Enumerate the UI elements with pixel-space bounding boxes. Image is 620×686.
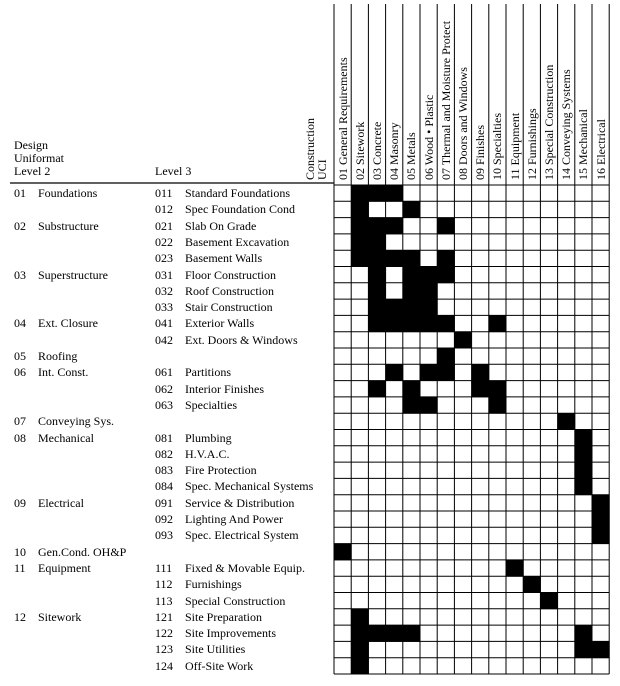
filled-cell — [386, 625, 404, 642]
filled-cell — [351, 625, 369, 642]
level3-code: 084 — [155, 479, 173, 494]
level3-code: 083 — [155, 463, 173, 478]
filled-cell — [386, 364, 404, 381]
filled-cell — [403, 267, 421, 284]
filled-cell — [437, 218, 455, 235]
level3-code: 042 — [155, 332, 173, 347]
level2-number: 08 — [14, 430, 26, 445]
level3-code: 023 — [155, 251, 173, 266]
level3-name: Furnishings — [185, 577, 242, 592]
level3-name: Floor Construction — [185, 267, 277, 282]
filled-cell — [403, 381, 421, 398]
level2-name: Superstructure — [38, 267, 108, 282]
filled-cell — [472, 381, 490, 398]
level2-name: Conveying Sys. — [38, 414, 115, 429]
filled-cell — [420, 315, 438, 332]
filled-cell — [489, 397, 507, 414]
level2-number: 05 — [14, 349, 26, 363]
filled-cell — [454, 332, 472, 349]
level3-code: 062 — [155, 381, 173, 396]
filled-cell — [368, 381, 386, 398]
filled-cell — [489, 381, 507, 398]
filled-cell — [472, 364, 490, 381]
filled-cell — [351, 250, 369, 267]
level2-number: 09 — [14, 495, 26, 510]
filled-cell — [575, 462, 593, 479]
level3-code: 092 — [155, 512, 173, 526]
level2-number: 01 — [14, 186, 26, 200]
level3-code: 063 — [155, 397, 173, 412]
level3-name: Fixed & Movable Equip. — [185, 560, 305, 575]
filled-cell — [403, 201, 421, 218]
level3-code: 033 — [155, 300, 173, 315]
csi-division-name: Concrete — [369, 121, 384, 165]
csi-division-number: 03 — [369, 168, 384, 180]
filled-cell — [437, 315, 455, 332]
csi-division-name: Electrical — [593, 119, 608, 165]
level2-name: Sitework — [38, 609, 82, 624]
level2-number: 03 — [14, 267, 26, 282]
csi-division-name: Mechanical — [576, 109, 591, 165]
filled-cell — [540, 593, 558, 610]
filled-cell — [558, 413, 576, 430]
filled-cell — [386, 218, 404, 235]
level2-name: Substructure — [38, 218, 99, 233]
level3-name: Spec. Mechanical Systems — [185, 479, 314, 494]
level3-name: Spec. Electrical System — [185, 528, 299, 543]
filled-cell — [368, 234, 386, 251]
level3-code: 111 — [155, 560, 173, 575]
csi-division-number: 15 — [576, 168, 591, 180]
design-title-line-2: Uniformat — [14, 151, 64, 165]
csi-division-number: 05 — [404, 168, 419, 180]
csi-division-name: Masonry — [387, 122, 402, 165]
csi-division-name: Metals — [404, 132, 419, 165]
level3-name: Exterior Walls — [185, 316, 255, 331]
csi-division-number: 09 — [473, 168, 488, 180]
filled-cell — [437, 250, 455, 267]
level3-name: Basement Excavation — [185, 234, 290, 249]
filled-cell — [437, 364, 455, 381]
filled-cell — [420, 267, 438, 284]
filled-cell — [368, 185, 386, 202]
level2-name: Ext. Closure — [38, 316, 98, 331]
csi-division-number: 14 — [559, 168, 574, 180]
filled-cell — [368, 267, 386, 284]
level3-name: Roof Construction — [185, 283, 274, 298]
csi-division-number: 16 — [593, 168, 608, 180]
level3-name: Ext. Doors & Windows — [185, 332, 298, 347]
level3-name: Plumbing — [185, 430, 232, 445]
filled-cell — [403, 397, 421, 414]
csi-division-number: 13 — [541, 168, 556, 180]
level2-number: 12 — [14, 609, 26, 624]
level3-code: 122 — [155, 626, 173, 641]
filled-cell — [575, 446, 593, 463]
level3-name: Standard Foundations — [185, 186, 290, 200]
filled-cell — [334, 544, 352, 561]
csi-division-name: Doors and Windows — [455, 67, 470, 165]
csi-division-number: 11 — [507, 168, 522, 180]
level3-name: Slab On Grade — [185, 218, 257, 233]
level3-code: 124 — [155, 658, 173, 673]
filled-cell — [351, 609, 369, 626]
level2-number: 07 — [14, 414, 26, 429]
filled-cell — [420, 299, 438, 316]
level2-number: 10 — [14, 544, 26, 559]
filled-cell — [420, 364, 438, 381]
level3-name: Specialties — [185, 397, 237, 412]
level3-name: Special Construction — [185, 593, 286, 608]
filled-cell — [368, 218, 386, 235]
level3-name: Partitions — [185, 365, 232, 380]
filled-cell — [351, 658, 369, 675]
level3-code: 082 — [155, 446, 173, 461]
csi-division-name: Thermal and Moisture Protect — [438, 20, 453, 166]
filled-cell — [437, 348, 455, 365]
csi-division-name: Conveying Systems — [559, 69, 574, 165]
filled-cell — [403, 299, 421, 316]
filled-cell — [506, 560, 524, 577]
level3-name: Interior Finishes — [185, 381, 264, 396]
level3-name: Service & Distribution — [185, 495, 295, 510]
csi-division-name: Special Construction — [541, 64, 556, 165]
level2-name: Electrical — [38, 495, 84, 510]
level3-name: Stair Construction — [185, 300, 273, 315]
level3-code: 032 — [155, 283, 173, 298]
level2-name: Equipment — [38, 560, 91, 575]
filled-cell — [386, 315, 404, 332]
level3-code: 031 — [155, 267, 173, 282]
level3-name: Site Utilities — [185, 642, 246, 657]
filled-cell — [592, 495, 610, 512]
filled-cell — [575, 430, 593, 447]
level3-code: 011 — [155, 186, 173, 200]
csi-division-name: General Requirements — [335, 57, 350, 165]
filled-cell — [489, 315, 507, 332]
csi-division-number: 01 — [335, 168, 350, 180]
filled-cell — [420, 283, 438, 300]
level2-number: 06 — [14, 365, 26, 380]
csi-division-name: Wood • Plastic — [421, 94, 436, 166]
design-title-line-3: Level 2 — [14, 164, 51, 178]
level2-number: 11 — [14, 560, 26, 575]
construction-label-line-1: Construction — [303, 118, 317, 180]
csi-division-number: 07 — [438, 168, 453, 180]
filled-cell — [351, 185, 369, 202]
filled-cell — [351, 234, 369, 251]
csi-division-name: Sitework — [352, 121, 367, 165]
filled-cell — [368, 299, 386, 316]
level3-name: Basement Walls — [185, 251, 263, 266]
csi-division-number: 06 — [421, 168, 436, 180]
level2-name: Gen.Cond. OH&P — [38, 544, 127, 559]
level3-label: Level 3 — [155, 164, 192, 178]
filled-cell — [420, 397, 438, 414]
filled-cell — [368, 283, 386, 300]
filled-cell — [386, 185, 404, 202]
csi-division-number: 12 — [524, 168, 539, 180]
filled-cell — [575, 641, 593, 658]
level3-code: 021 — [155, 218, 173, 233]
level3-code: 121 — [155, 609, 173, 624]
level3-name: Off-Site Work — [185, 658, 254, 673]
level3-code: 112 — [155, 577, 173, 592]
csi-division-name: Equipment — [507, 112, 522, 166]
level2-name: Mechanical — [38, 430, 94, 445]
filled-cell — [403, 250, 421, 267]
design-title-line-1: Design — [14, 138, 48, 152]
filled-cell — [403, 315, 421, 332]
csi-division-name: Finishes — [473, 124, 488, 165]
level3-name: Site Improvements — [185, 626, 276, 641]
filled-cell — [592, 511, 610, 528]
csi-division-name: Furnishings — [524, 108, 539, 165]
csi-division-number: 02 — [352, 168, 367, 180]
filled-cell — [403, 283, 421, 300]
csi-division-number: 08 — [455, 168, 470, 180]
filled-cell — [351, 641, 369, 658]
level2-name: Foundations — [38, 186, 98, 200]
level3-code: 093 — [155, 528, 173, 543]
level3-name: Lighting And Power — [185, 512, 283, 526]
csi-division-number: 04 — [387, 168, 402, 180]
level2-number: 04 — [14, 316, 26, 331]
level3-name: Spec Foundation Cond — [185, 202, 295, 217]
filled-cell — [368, 315, 386, 332]
level2-name: Roofing — [38, 349, 78, 363]
filled-cell — [575, 625, 593, 642]
level3-code: 041 — [155, 316, 173, 331]
level2-number: 02 — [14, 218, 26, 233]
level3-code: 022 — [155, 234, 173, 249]
level3-code: 081 — [155, 430, 173, 445]
filled-cell — [351, 218, 369, 235]
filled-cell — [386, 250, 404, 267]
csi-division-number: 10 — [490, 168, 505, 180]
filled-cell — [368, 250, 386, 267]
level3-name: Fire Protection — [185, 463, 257, 478]
level3-code: 091 — [155, 495, 173, 510]
level3-code: 123 — [155, 642, 173, 657]
filled-cell — [437, 267, 455, 284]
level3-code: 113 — [155, 593, 173, 608]
filled-cell — [575, 478, 593, 495]
filled-cell — [351, 201, 369, 218]
level3-name: Site Preparation — [185, 609, 262, 624]
construction-label-line-2: UCI — [315, 159, 329, 180]
filled-cell — [403, 625, 421, 642]
csi-division-name: Specialties — [490, 113, 505, 165]
filled-cell — [386, 299, 404, 316]
filled-cell — [368, 625, 386, 642]
filled-cell — [592, 641, 610, 658]
filled-cell — [523, 576, 541, 593]
filled-cell — [592, 527, 610, 544]
level3-code: 061 — [155, 365, 173, 380]
level3-code: 012 — [155, 202, 173, 217]
level2-name: Int. Const. — [38, 365, 89, 380]
level3-name: H.V.A.C. — [185, 446, 230, 461]
